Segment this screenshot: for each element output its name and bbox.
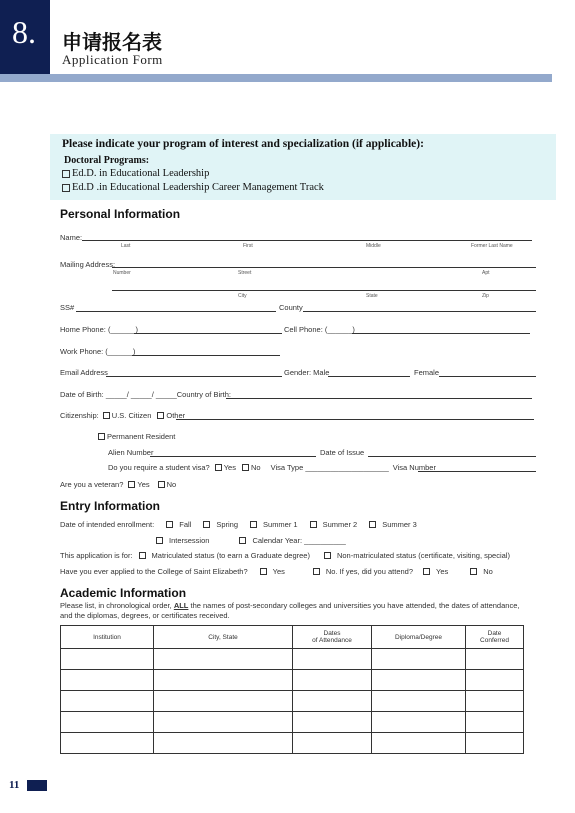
table-cell[interactable] bbox=[372, 670, 466, 691]
col-dates-attendance: Dates of Attendance bbox=[293, 626, 372, 649]
student-visa-no-label: No bbox=[250, 463, 261, 472]
applied-before-row bbox=[60, 567, 493, 576]
us-citizen-label: U.S. Citizen bbox=[111, 411, 152, 420]
veteran-no-label: No bbox=[166, 480, 177, 489]
visa-type-label: Visa Type ____________________ bbox=[270, 463, 389, 472]
visa-number-label: Visa Number bbox=[392, 463, 436, 472]
calendar-year-checkbox[interactable] bbox=[239, 537, 246, 544]
student-visa-no-checkbox[interactable] bbox=[242, 464, 249, 471]
citizenship-row bbox=[60, 411, 185, 420]
table-cell[interactable] bbox=[293, 670, 372, 691]
intersession-checkbox[interactable] bbox=[156, 537, 163, 544]
alien-number-field[interactable] bbox=[150, 456, 316, 457]
county-field[interactable] bbox=[303, 311, 536, 312]
intersession-label: Intersession bbox=[169, 536, 210, 545]
name-label: Name: bbox=[60, 233, 83, 242]
email-field[interactable] bbox=[106, 376, 282, 377]
enrollment-row bbox=[60, 520, 417, 529]
term-summer2-checkbox[interactable] bbox=[310, 521, 317, 528]
applied-no-label: No. If yes, did you attend? bbox=[325, 567, 414, 576]
table-row bbox=[61, 712, 524, 733]
academic-instructions-line2: and the diplomas, degrees, or certificates received. bbox=[60, 611, 230, 620]
academic-table bbox=[60, 625, 524, 754]
program-option-2[interactable] bbox=[62, 182, 324, 193]
table-cell[interactable] bbox=[154, 649, 293, 670]
term-summer2-label: Summer 2 bbox=[322, 520, 358, 529]
student-visa-yes-label: Yes bbox=[223, 463, 236, 472]
name-sub-last: Last bbox=[121, 243, 131, 249]
attend-no-label: No bbox=[483, 567, 493, 576]
alien-number-label: Alien Number bbox=[108, 448, 154, 457]
page-number: 11 bbox=[9, 779, 20, 791]
gender-female-field[interactable] bbox=[439, 376, 536, 377]
attend-yes-label: Yes bbox=[436, 567, 449, 576]
table-cell[interactable] bbox=[293, 733, 372, 754]
attend-no-checkbox[interactable] bbox=[470, 568, 477, 575]
header-stripe bbox=[0, 74, 552, 82]
veteran-no-checkbox[interactable] bbox=[158, 481, 165, 488]
page-title-english: Application Form bbox=[62, 52, 163, 67]
program-subheading: Doctoral Programs: bbox=[64, 155, 150, 166]
section-number: 8. bbox=[12, 14, 36, 50]
mailing-field-1[interactable] bbox=[112, 267, 536, 268]
intersession-row bbox=[156, 536, 346, 545]
mailing-sub-zip: Zip bbox=[482, 293, 489, 299]
home-phone-field[interactable] bbox=[134, 333, 282, 334]
table-row bbox=[61, 733, 524, 754]
term-fall-label: Fall bbox=[179, 520, 192, 529]
cell-phone-field[interactable] bbox=[352, 333, 530, 334]
academic-instructions-all: ALL bbox=[173, 601, 189, 610]
citizenship-label: Citizenship: bbox=[60, 411, 99, 420]
mailing-sub-state: State bbox=[366, 293, 378, 299]
gender-label: Gender: Male bbox=[284, 368, 330, 377]
veteran-yes-checkbox[interactable] bbox=[128, 481, 135, 488]
table-cell[interactable] bbox=[293, 649, 372, 670]
student-visa-yes-checkbox[interactable] bbox=[215, 464, 222, 471]
table-cell[interactable] bbox=[61, 712, 154, 733]
table-row bbox=[61, 691, 524, 712]
col-institution: Institution bbox=[61, 626, 154, 649]
name-sub-middle: Middle bbox=[366, 243, 381, 249]
table-cell[interactable] bbox=[61, 691, 154, 712]
term-summer3-label: Summer 3 bbox=[382, 520, 417, 529]
table-row bbox=[61, 670, 524, 691]
country-of-birth-field[interactable] bbox=[226, 398, 532, 399]
term-summer3-checkbox[interactable] bbox=[369, 521, 376, 528]
matriculated-checkbox[interactable] bbox=[139, 552, 146, 559]
email-label: Email Address bbox=[60, 368, 108, 377]
other-label: Other bbox=[166, 411, 186, 420]
program-option-2-label: Ed.D .in Educational Leadership Career Management Track bbox=[72, 182, 324, 193]
name-field[interactable] bbox=[82, 240, 532, 241]
term-spring-checkbox[interactable] bbox=[203, 521, 210, 528]
mailing-sub-street: Street bbox=[238, 270, 252, 276]
name-sub-first: First bbox=[243, 243, 253, 249]
dob-label: Date of Birth: _____/ _____/ _____Country of Birth: bbox=[60, 390, 231, 399]
program-option-2-checkbox[interactable] bbox=[62, 184, 70, 192]
term-summer1-label: Summer 1 bbox=[263, 520, 298, 529]
applied-before-question: Have you ever applied to the College of Saint Elizabeth? bbox=[60, 567, 248, 576]
table-cell[interactable] bbox=[154, 691, 293, 712]
matriculated-label: Matriculated status (to earn a Graduate degree) bbox=[151, 551, 310, 560]
veteran-yes-label: Yes bbox=[137, 480, 150, 489]
academic-instructions-pre: Please list, in chronological order, bbox=[60, 601, 174, 610]
table-cell[interactable] bbox=[293, 712, 372, 733]
table-cell[interactable] bbox=[372, 733, 466, 754]
female-label: Female bbox=[414, 368, 440, 377]
us-citizen-checkbox[interactable] bbox=[103, 412, 110, 419]
table-row bbox=[61, 649, 524, 670]
mailing-label: Mailing Address: bbox=[60, 260, 116, 269]
academic-table-header bbox=[61, 626, 524, 649]
work-phone-label: Work Phone: (______) bbox=[60, 347, 136, 356]
personal-section-title: Personal Information bbox=[60, 207, 181, 221]
applied-yes-label: Yes bbox=[272, 567, 285, 576]
col-city-state: City, State bbox=[154, 626, 293, 649]
mailing-field-2[interactable] bbox=[112, 290, 536, 291]
term-summer1-checkbox[interactable] bbox=[250, 521, 257, 528]
veteran-question: Are you a veteran? bbox=[60, 480, 124, 489]
table-cell[interactable] bbox=[293, 691, 372, 712]
county-label: County bbox=[279, 303, 303, 312]
term-fall-checkbox[interactable] bbox=[166, 521, 173, 528]
academic-instructions-post: the names of post-secondary colleges and universities you have attended, the dates of attendance, bbox=[188, 601, 520, 610]
mailing-sub-apt: Apt bbox=[482, 270, 490, 276]
table-cell[interactable] bbox=[61, 670, 154, 691]
citizenship-other-field[interactable] bbox=[176, 419, 534, 420]
date-of-issue-field[interactable] bbox=[368, 456, 536, 457]
veteran-row bbox=[60, 480, 176, 489]
table-cell[interactable] bbox=[466, 733, 524, 754]
table-cell[interactable] bbox=[154, 733, 293, 754]
program-option-1-checkbox[interactable] bbox=[62, 170, 70, 178]
table-cell[interactable] bbox=[61, 649, 154, 670]
application-for-label: This application is for: bbox=[60, 551, 133, 560]
academic-instructions-line1 bbox=[60, 601, 519, 610]
visa-number-field[interactable] bbox=[418, 471, 536, 472]
perm-resident-row bbox=[98, 432, 175, 441]
ss-field[interactable] bbox=[76, 311, 276, 312]
academic-section-title: Academic Information bbox=[60, 586, 187, 600]
table-cell[interactable] bbox=[372, 691, 466, 712]
page-title-chinese: 申请报名表 bbox=[62, 30, 162, 54]
table-cell[interactable] bbox=[372, 712, 466, 733]
table-cell[interactable] bbox=[466, 670, 524, 691]
perm-resident-label: Permanent Resident bbox=[107, 432, 176, 441]
table-cell[interactable] bbox=[154, 670, 293, 691]
work-phone-field[interactable] bbox=[132, 355, 280, 356]
application-type-row bbox=[60, 551, 510, 560]
term-spring-label: Spring bbox=[216, 520, 239, 529]
perm-resident-checkbox[interactable] bbox=[98, 433, 105, 440]
enrollment-label: Date of intended enrollment: bbox=[60, 520, 155, 529]
page-number-bar bbox=[27, 780, 47, 791]
entry-section-title: Entry Information bbox=[60, 499, 161, 513]
program-option-1-label: Ed.D. in Educational Leadership bbox=[72, 168, 210, 179]
mailing-sub-number: Number bbox=[113, 270, 131, 276]
calendar-year-label: Calendar Year: __________ bbox=[252, 536, 346, 545]
table-cell[interactable] bbox=[61, 733, 154, 754]
table-cell[interactable] bbox=[466, 712, 524, 733]
student-visa-row bbox=[108, 463, 436, 472]
name-sub-former: Former Last Name bbox=[471, 243, 513, 249]
table-cell[interactable] bbox=[466, 649, 524, 670]
table-cell[interactable] bbox=[466, 691, 524, 712]
table-cell[interactable] bbox=[372, 649, 466, 670]
cell-phone-label: Cell Phone: (______) bbox=[284, 325, 355, 334]
table-cell[interactable] bbox=[154, 712, 293, 733]
program-option-1[interactable] bbox=[62, 168, 209, 179]
program-heading: Please indicate your program of interest and specialization (if applicable): bbox=[62, 138, 424, 150]
home-phone-label: Home Phone: (______) bbox=[60, 325, 138, 334]
gender-male-field[interactable] bbox=[328, 376, 410, 377]
non-matriculated-checkbox[interactable] bbox=[324, 552, 331, 559]
col-diploma-degree: Diploma/Degree bbox=[372, 626, 466, 649]
col-date-conferred: Date Conferred bbox=[466, 626, 524, 649]
student-visa-question: Do you require a student visa? bbox=[108, 463, 210, 472]
non-matriculated-label: Non-matriculated status (certificate, visiting, special) bbox=[336, 551, 510, 560]
attend-yes-checkbox[interactable] bbox=[423, 568, 430, 575]
date-of-issue-label: Date of Issue bbox=[320, 448, 365, 457]
mailing-sub-city: City bbox=[238, 293, 247, 299]
other-checkbox[interactable] bbox=[157, 412, 164, 419]
ss-label: SS# bbox=[60, 303, 75, 312]
applied-no-checkbox[interactable] bbox=[313, 568, 320, 575]
applied-yes-checkbox[interactable] bbox=[260, 568, 267, 575]
